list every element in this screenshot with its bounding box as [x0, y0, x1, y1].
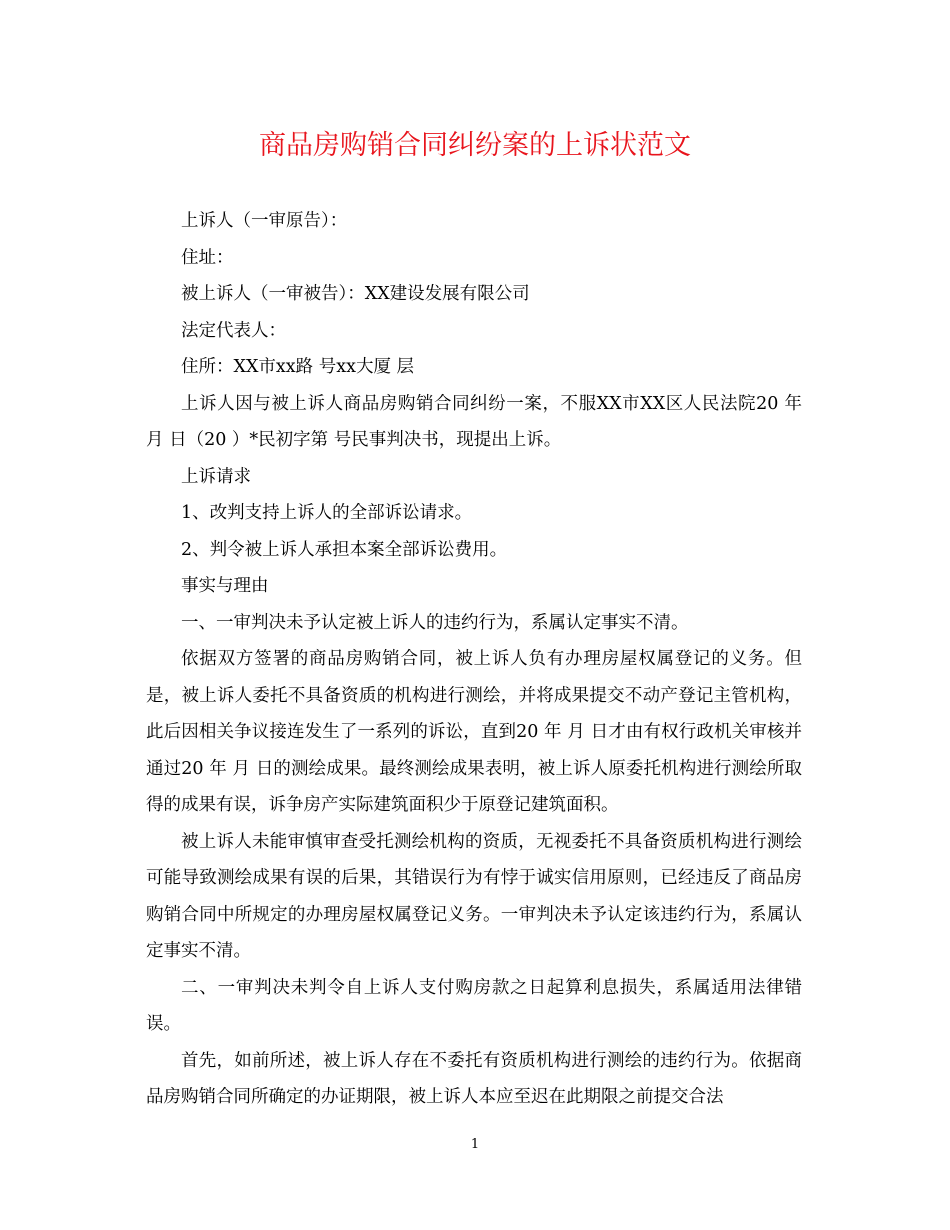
paragraph-reason-2-detail: 首先，如前所述，被上诉人存在不委托有资质机构进行测绘的违约行为。依据商品房购销合同所确定的办证期限，被上诉人本应至迟在此期限之前提交合法	[146, 1050, 802, 1107]
paragraph-appellee: 被上诉人（一审被告）：XX建设发展有限公司	[181, 284, 530, 304]
paragraph-intro: 上诉人因与被上诉人商品房购销合同纠纷一案，不服XX市XX区人民法院20 年 月 日（20 ）*民初字第 号民事判决书，现提出上诉。	[146, 393, 802, 450]
paragraph-reason-1-detail-a: 依据双方签署的商品房购销合同，被上诉人负有办理房屋权属登记的义务。但是，被上诉人委托不具备资质的机构进行测绘，并将成果提交不动产登记主管机构，此后因相关争议接连发生了一系列的诉讼，直到20 年 月 日才由有权行政机关审核并通过20 年 月 日的测绘成果。最终测绘成果表明，被上诉人原委托机构进行测绘所取得的成果有误，诉争房产实际建筑面积少于原登记建筑面积。	[146, 649, 802, 815]
document-body	[146, 203, 802, 1116]
paragraph-reason-1-detail-b: 被上诉人未能审慎审查受托测绘机构的资质，无视委托不具备资质机构进行测绘可能导致测绘成果有误的后果，其错误行为有悖于诚实信用原则，已经违反了商品房购销合同中所规定的办理房屋权属登记义务。一审判决未予认定该违约行为，系属认定事实不清。	[146, 831, 802, 961]
document-title: 商品房购销合同纠纷案的上诉状范文	[259, 130, 691, 161]
heading-facts-and-reasons: 事实与理由	[181, 576, 269, 596]
paragraph-appellee-address: 住所：XX市xx路 号xx大厦 层	[181, 357, 415, 377]
paragraph-request-1: 1、改判支持上诉人的全部诉讼请求。	[181, 503, 473, 523]
paragraph-appellant-address: 住址：	[181, 247, 234, 268]
paragraph-request-2: 2、判令被上诉人承担本案全部诉讼费用。	[181, 539, 508, 560]
paragraph-reason-1: 一、一审判决未予认定被上诉人的违约行为，系属认定事实不清。	[181, 612, 689, 633]
paragraph-reason-2: 二、一审判决未判令自上诉人支付购房款之日起算利息损失，系属适用法律错误。	[146, 977, 802, 1034]
page-number: 1	[470, 1137, 480, 1152]
paragraph-legal-representative: 法定代表人：	[181, 320, 286, 341]
heading-appeal-requests: 上诉请求	[181, 466, 251, 487]
paragraph-appellant: 上诉人（一审原告）：	[181, 211, 348, 231]
